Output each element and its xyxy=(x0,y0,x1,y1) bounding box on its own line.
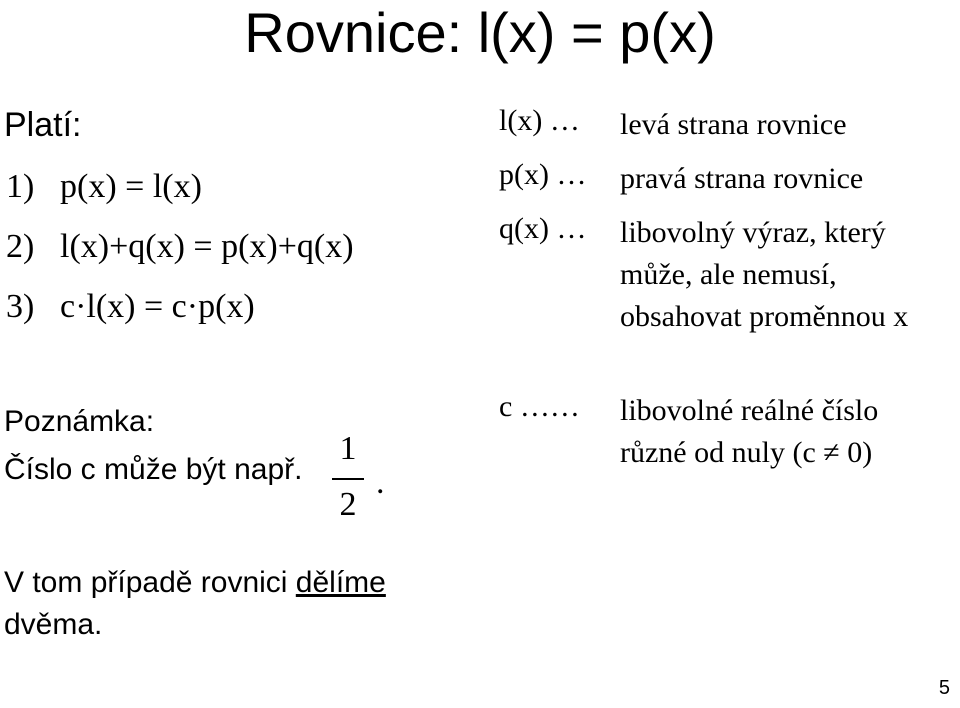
rule-text: p(x) = l(x) xyxy=(60,168,202,205)
rule-number: 1) xyxy=(6,168,35,205)
rule-text: l(x)+q(x) = p(x)+q(x) xyxy=(60,228,354,265)
definition-desc-l: levá strana rovnice xyxy=(620,108,847,141)
conclusion-prefix: V tom případě rovnici xyxy=(4,566,296,599)
fraction-bar xyxy=(332,478,364,480)
note-label: Poznámka: xyxy=(4,405,155,438)
fraction-period: . xyxy=(376,464,385,501)
definition-term-q: q(x) … xyxy=(499,212,587,245)
definition-term-p: p(x) … xyxy=(499,158,587,191)
definition-desc-p: pravá strana rovnice xyxy=(620,162,864,195)
definition-term-l: l(x) … xyxy=(499,104,580,137)
fraction-denominator: 2 xyxy=(339,486,357,523)
rule-2 xyxy=(6,228,354,266)
definition-desc-q: libovolný výraz, který může, ale nemusí, obsahovat proměnnou x xyxy=(620,216,909,333)
conclusion-suffix: dvěma. xyxy=(4,608,103,641)
fraction-numerator: 1 xyxy=(339,430,357,467)
rule-number: 3) xyxy=(6,288,35,325)
definition-desc-c: libovolné reálné číslo různé od nuly (c ≠ 0) xyxy=(620,394,879,469)
rule-text: c·l(x) = c·p(x) xyxy=(60,288,255,325)
rule-1 xyxy=(6,168,202,206)
conclusion-underlined: dělíme xyxy=(295,566,386,599)
definition-term-c: c …… xyxy=(499,390,580,423)
conclusion-text xyxy=(4,562,386,646)
rule-number: 2) xyxy=(6,228,35,265)
page-number: 5 xyxy=(938,677,950,699)
rule-3 xyxy=(6,288,255,326)
plati-heading: Platí: xyxy=(4,106,82,144)
note-text: Číslo c může být např. xyxy=(4,453,303,486)
slide-title: Rovnice: l(x) = p(x) xyxy=(244,1,716,64)
